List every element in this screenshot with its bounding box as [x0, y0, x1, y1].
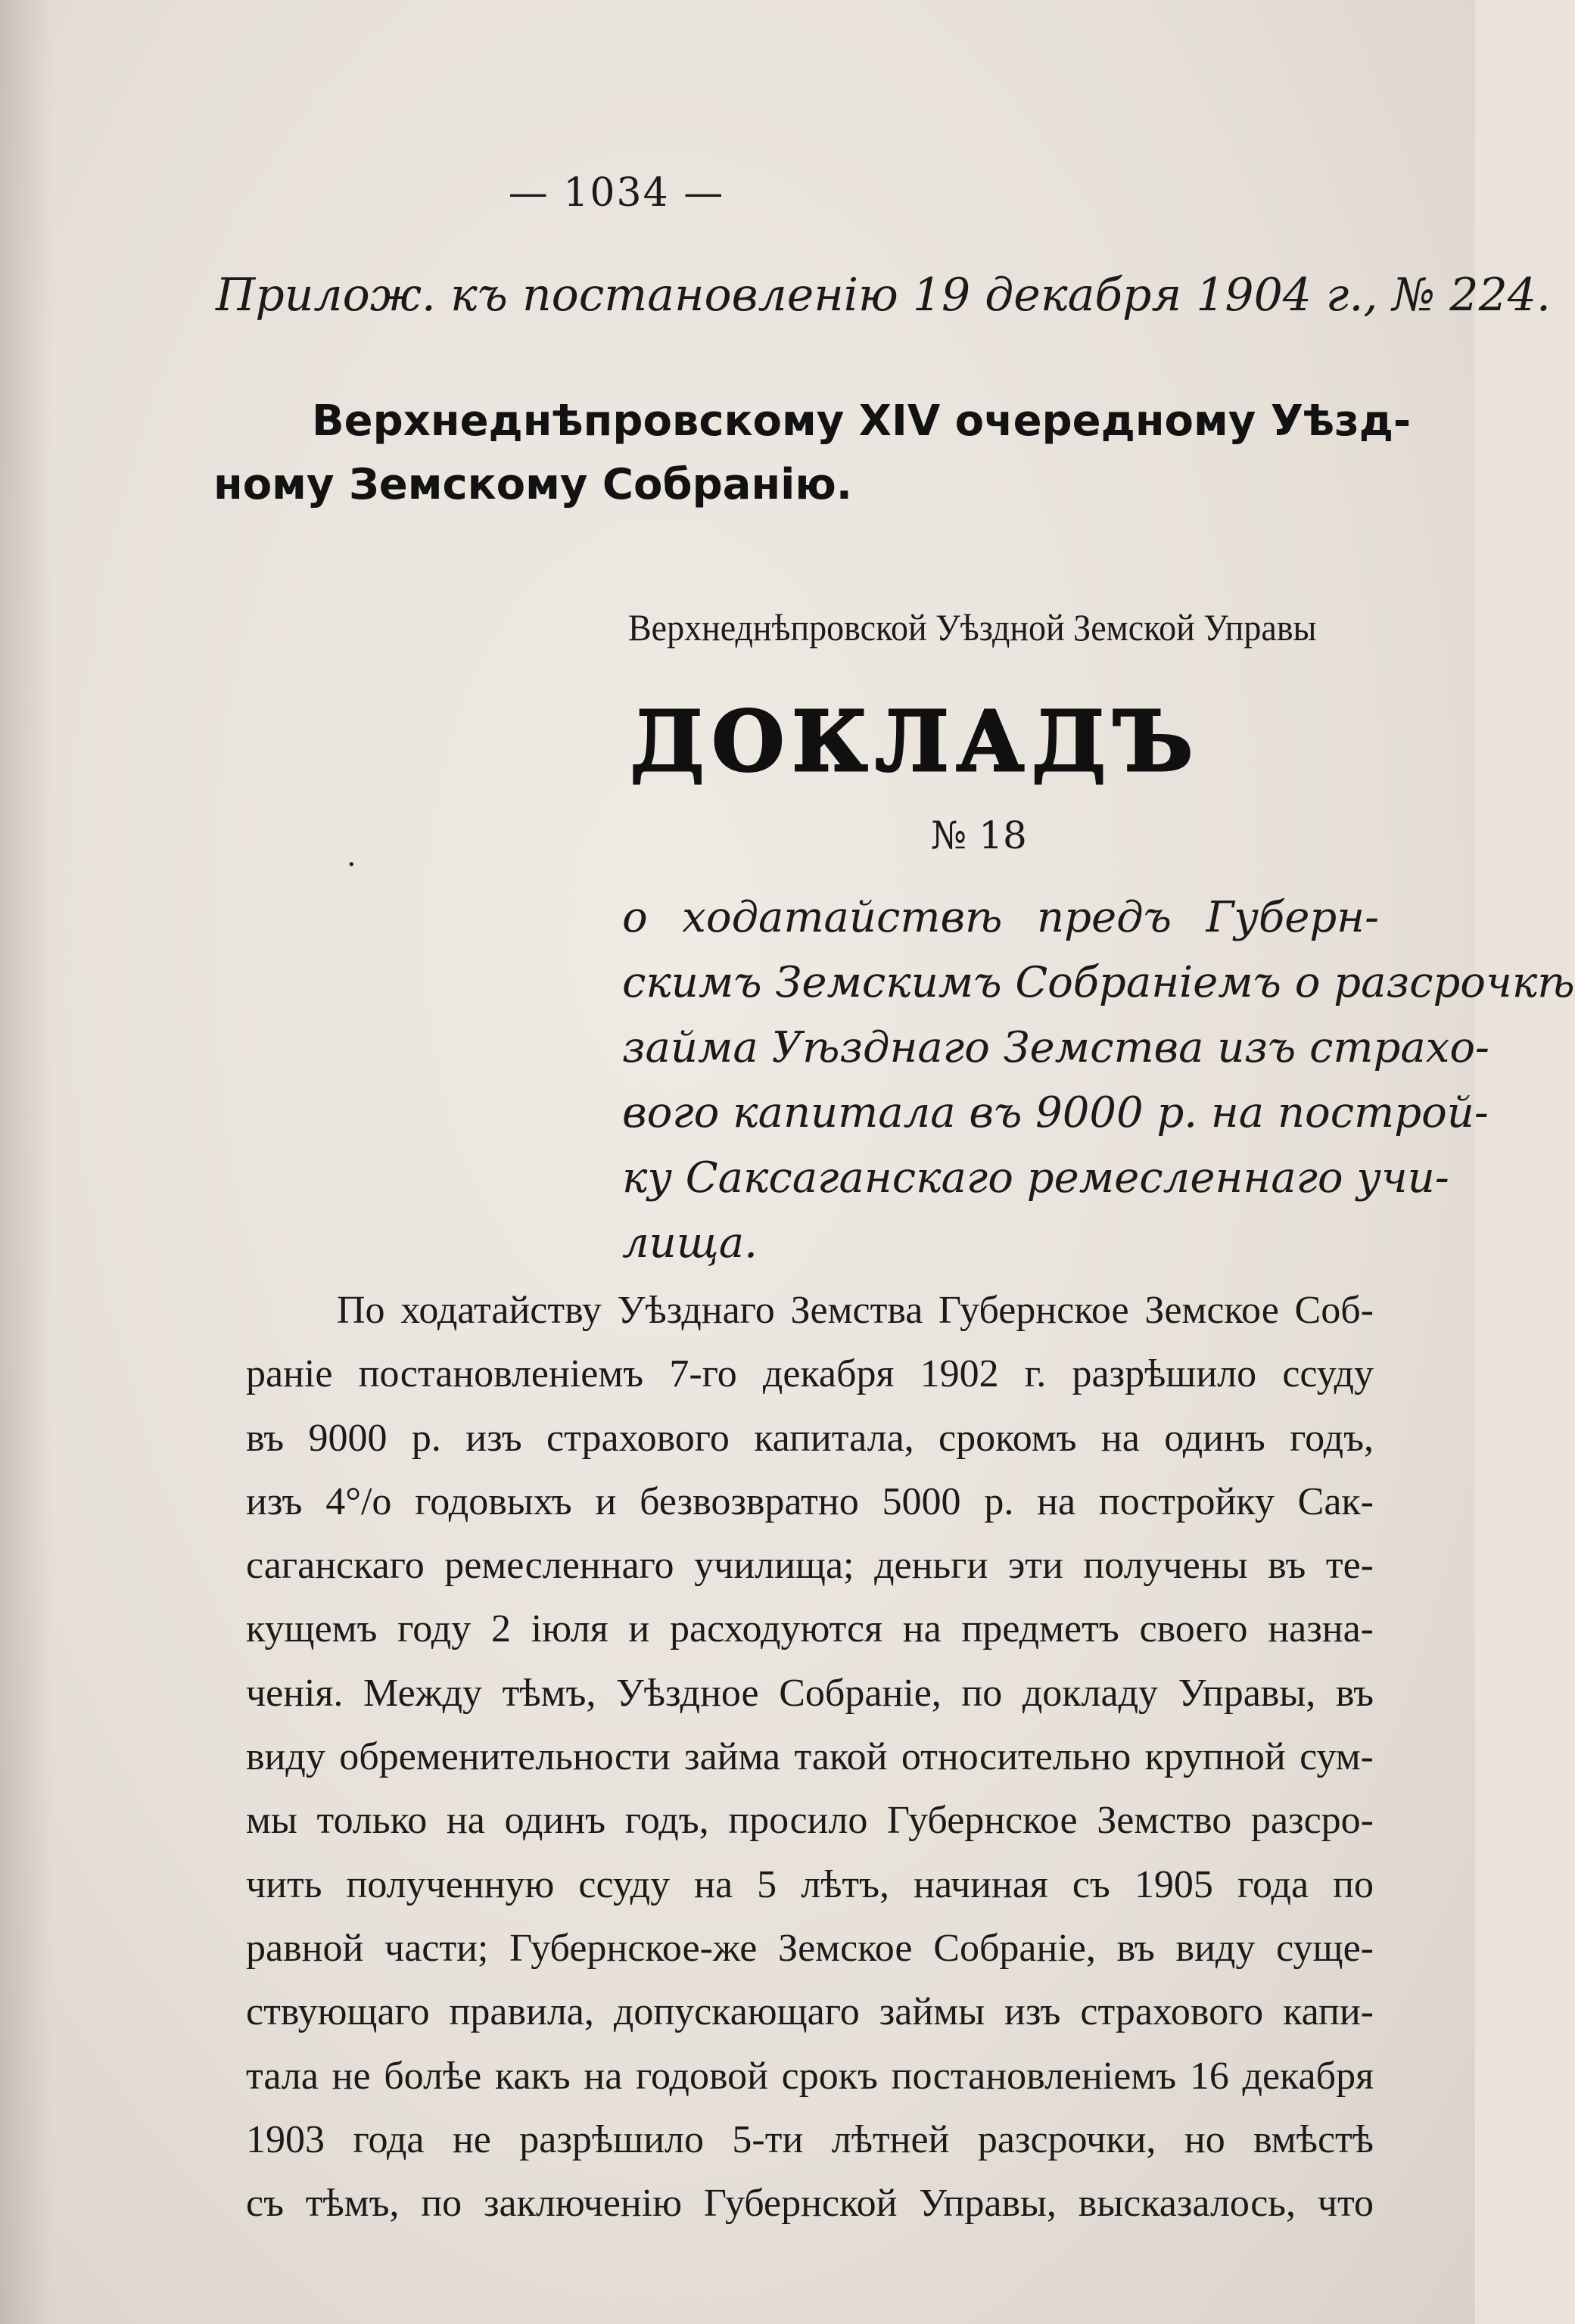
page-edge-shadow — [0, 0, 53, 2324]
report-number: № 18 — [931, 814, 1027, 857]
subject-line: лища. — [622, 1218, 758, 1268]
subject-line: скимъ Земскимъ Собраніемъ о разсрочкѣ — [622, 958, 1575, 1007]
addressee-line: ному Земскому Собранію. — [213, 460, 853, 509]
subject-line: займа Уѣзднаго Земства изъ страхо- — [622, 1023, 1489, 1072]
appendix-reference: Прилож. къ постановленію 19 декабря 1904 г., № 224. — [216, 269, 1551, 322]
body-line: раніе постановленіемъ 7-го декабря 1902 г. разрѣшило ссуду — [246, 1352, 1374, 1396]
subject-line: вого капитала въ 9000 р. на построй- — [622, 1088, 1489, 1137]
body-line: мы только на одинъ годъ, просило Губернское Земство разсро- — [246, 1799, 1374, 1843]
body-line: виду обременительности займа такой относительно крупной сум- — [246, 1735, 1374, 1779]
addressee — [213, 390, 1412, 517]
page-number: — 1034 — — [508, 170, 725, 216]
body-line: чить полученную ссуду на 5 лѣтъ, начиная съ 1905 года по — [246, 1862, 1374, 1906]
addressee-line: Верхнеднѣпровскому XIV очередному Уѣзд- — [312, 397, 1412, 446]
body-line: саганскаго ремесленнаго училища; деньги эти получены въ те- — [246, 1544, 1374, 1588]
body-text — [246, 1279, 1374, 2235]
body-line: въ 9000 р. изъ страхового капитала, срокомъ на одинъ годъ, — [246, 1416, 1374, 1460]
body-line: съ тѣмъ, по заключенію Губернской Управы, высказалось, что — [246, 2182, 1374, 2226]
body-line: По ходатайству Уѣзднаго Земства Губернское Земское Соб- — [337, 1289, 1374, 1332]
issuing-board: Верхнеднѣпровской Уѣздной Земской Управы — [628, 606, 1317, 649]
report-subject — [622, 885, 1575, 1276]
body-line: кущемъ году 2 іюля и расходуются на предметъ своего назна- — [246, 1607, 1374, 1651]
body-line: равной части; Губернское-же Земское Собраніе, въ виду суще- — [246, 1926, 1374, 1970]
subject-line: ку Саксаганскаго ремесленнаго учи- — [622, 1153, 1449, 1202]
margin-dot: · — [347, 848, 356, 882]
document-title: ДОКЛАДЪ — [630, 692, 1201, 790]
body-line: ствующаго правила, допускающаго займы изъ страхового капи- — [246, 1990, 1374, 2034]
body-line: ченія. Между тѣмъ, Уѣздное Собраніе, по докладу Управы, въ — [246, 1671, 1374, 1715]
subject-line: о ходатайствѣ предъ Губерн- — [622, 893, 1379, 942]
body-line: тала не болѣе какъ на годовой срокъ постановленіемъ 16 декабря — [246, 2054, 1374, 2098]
body-line: изъ 4°/о годовыхъ и безвозвратно 5000 р. на постройку Сак- — [246, 1479, 1374, 1523]
body-line: 1903 года не разрѣшило 5-ти лѣтней разсрочки, но вмѣстѣ — [246, 2117, 1374, 2161]
